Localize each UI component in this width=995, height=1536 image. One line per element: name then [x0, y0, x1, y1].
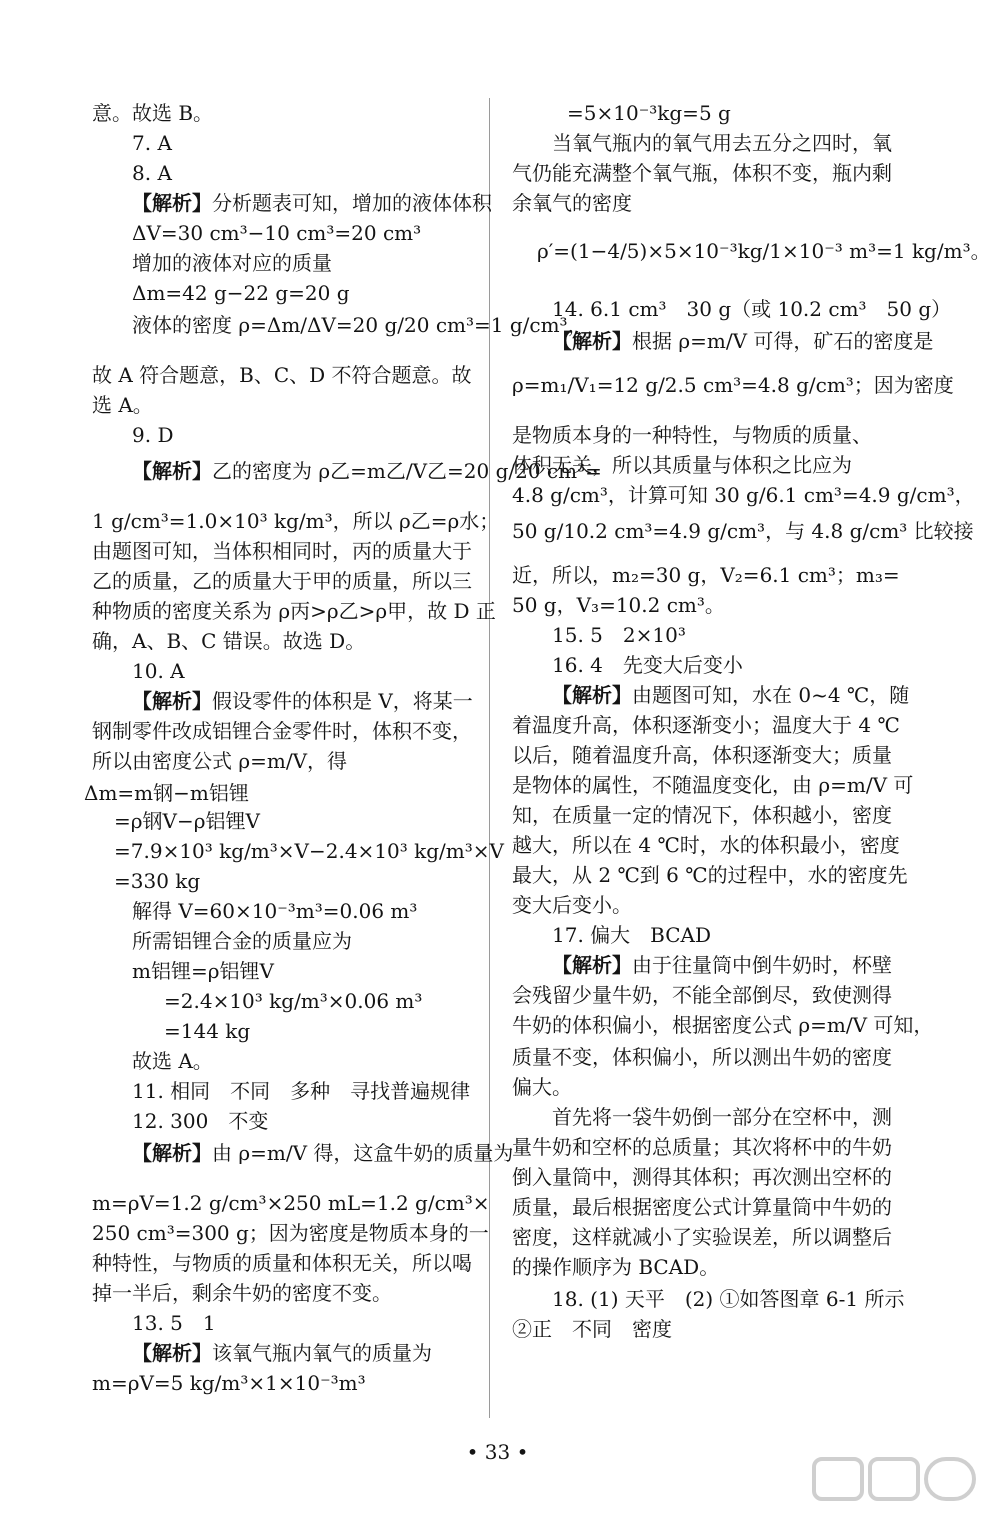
right-text-line: 的操作顺序为 BCAD。 [512, 1255, 720, 1279]
left-text-line: 11. 相同 不同 多种 寻找普遍规律 [132, 1079, 471, 1103]
right-text-line: 质量，最后根据密度公式计算量筒中牛奶的 [512, 1195, 892, 1219]
left-text-line: =7.9×10³ kg/m³×V−2.4×10³ kg/m³×V [114, 839, 504, 863]
right-text-line: 着温度升高，体积逐渐变小；温度大于 4 ℃ [512, 713, 900, 737]
left-text-line: 10. A [132, 659, 185, 683]
right-text-line: 是物体的属性，不随温度变化，由 ρ=m/V 可 [512, 773, 914, 797]
right-text-line: 牛奶的体积偏小，根据密度公式 ρ=m/V 可知， [512, 1013, 934, 1037]
right-text-line: 50 g/10.2 cm³=4.9 g/cm³，与 4.8 g/cm³ 比较接 [512, 519, 974, 543]
right-text-line: 50 g，V₃=10.2 cm³。 [512, 593, 725, 617]
left-text-line: 1 g/cm³=1.0×10³ kg/m³，所以 ρ乙=ρ水； [92, 509, 500, 533]
left-text-line: 250 cm³=300 g；因为密度是物质本身的一 [92, 1221, 489, 1245]
right-text-line: 14. 6.1 cm³ 30 g（或 10.2 cm³ 50 g） [552, 297, 952, 321]
left-text-line: 故 A 符合题意，B、C、D 不符合题意。故 [92, 363, 472, 387]
left-text-line: 意。故选 B。 [92, 101, 214, 125]
left-text-line: m=ρV=1.2 g/cm³×250 mL=1.2 g/cm³× [92, 1191, 490, 1215]
page-number: • 33 • [466, 1440, 529, 1464]
right-text-line: 以后，随着温度升高，体积逐渐变大；质量 [512, 743, 892, 767]
left-text-line: 钢制零件改成铝锂合金零件时，体积不变， [92, 719, 472, 743]
left-text-line: ΔV=30 cm³−10 cm³=20 cm³ [132, 221, 422, 245]
right-text-line: ②正 不同 密度 [512, 1317, 672, 1341]
left-text-line: 【解析】分析题表可知，增加的液体体积 [132, 191, 492, 215]
left-text-line: 选 A。 [92, 393, 153, 417]
left-text-line: 【解析】假设零件的体积是 V，将某一 [132, 689, 473, 713]
left-text-line: =144 kg [164, 1019, 251, 1043]
left-text-line: 13. 5 1 [132, 1311, 216, 1335]
left-text-line: 乙的质量，乙的质量大于甲的质量，所以三 [92, 569, 472, 593]
left-text-line: Δm=m钢−m铝锂 [84, 781, 249, 805]
column-divider [489, 98, 490, 1418]
left-text-line: 7. A [132, 131, 172, 155]
left-text-line: 液体的密度 ρ=Δm/ΔV=20 g/20 cm³=1 g/cm³， [132, 313, 588, 337]
watermark-logo [810, 1455, 980, 1527]
right-text-line: 变大后变小。 [512, 893, 632, 917]
right-text-line: 倒入量筒中，测得其体积；再次测出空杯的 [512, 1165, 892, 1189]
right-text-line: 偏大。 [512, 1075, 572, 1099]
left-text-line: 掉一半后，剩余牛奶的密度不变。 [92, 1281, 392, 1305]
right-text-line: 量牛奶和空杯的总质量；其次将杯中的牛奶 [512, 1135, 892, 1159]
right-text-line: 是物质本身的一种特性，与物质的质量、 [512, 423, 872, 447]
right-text-line: 气仍能充满整个氧气瓶，体积不变，瓶内剩 [512, 161, 892, 185]
left-text-line: 9. D [132, 423, 174, 447]
right-text-line: 15. 5 2×10³ [552, 623, 686, 647]
right-text-line: 16. 4 先变大后变小 [552, 653, 743, 677]
right-text-line: 密度，这样就减小了实验误差，所以调整后 [512, 1225, 892, 1249]
left-text-line: 种特性，与物质的质量和体积无关，所以喝 [92, 1251, 472, 1275]
left-text-line: =330 kg [114, 869, 201, 893]
left-text-line: 【解析】乙的密度为 ρ乙=m乙/V乙=20 g/20 cm³= [132, 459, 602, 483]
right-text-line: 最大，从 2 ℃到 6 ℃的过程中，水的密度先 [512, 863, 908, 887]
left-text-line: 所需铝锂合金的质量应为 [132, 929, 352, 953]
left-text-line: Δm=42 g−22 g=20 g [132, 281, 350, 305]
left-text-line: m=ρV=5 kg/m³×1×10⁻³m³ [92, 1371, 366, 1395]
left-text-line: 增加的液体对应的质量 [132, 251, 332, 275]
left-text-line: 解得 V=60×10⁻³m³=0.06 m³ [132, 899, 418, 923]
right-text-line: 18. (1) 天平 (2) ①如答图章 6-1 所示 [552, 1287, 905, 1311]
left-text-line: 故选 A。 [132, 1049, 213, 1073]
left-text-line: 由题图可知，当体积相同时，丙的质量大于 [92, 539, 472, 563]
right-text-line: 体积无关，所以其质量与体积之比应为 [512, 453, 852, 477]
right-text-line: 首先将一袋牛奶倒一部分在空杯中，测 [552, 1105, 892, 1129]
right-text-line: 近，所以，m₂=30 g，V₂=6.1 cm³；m₃= [512, 563, 900, 587]
left-text-line: 所以由密度公式 ρ=m/V，得 [92, 749, 348, 773]
left-text-line: 8. A [132, 161, 172, 185]
left-text-line: m铝锂=ρ铝锂V [132, 959, 274, 983]
right-text-line: 余氧气的密度 [512, 191, 632, 215]
left-text-line: 确，A、B、C 错误。故选 D。 [92, 629, 366, 653]
right-text-line: 【解析】由题图可知，水在 0~4 ℃，随 [552, 683, 910, 707]
right-text-line: 越大，所以在 4 ℃时，水的体积最小，密度 [512, 833, 900, 857]
left-text-line: =2.4×10³ kg/m³×0.06 m³ [164, 989, 423, 1013]
right-text-line: 质量不变，体积偏小，所以测出牛奶的密度 [512, 1045, 892, 1069]
left-text-line: 种物质的密度关系为 ρ丙>ρ乙>ρ甲，故 D 正 [92, 599, 496, 623]
right-text-line: 会残留少量牛奶，不能全部倒尽，致使测得 [512, 983, 892, 1007]
right-text-line: =5×10⁻³kg=5 g [567, 101, 731, 125]
left-text-line: 【解析】由 ρ=m/V 得，这盒牛奶的质量为 [132, 1141, 514, 1165]
right-text-line: 知，在质量一定的情况下，体积越小，密度 [512, 803, 892, 827]
right-text-line: 17. 偏大 BCAD [552, 923, 712, 947]
left-text-line: 【解析】该氧气瓶内氧气的质量为 [132, 1341, 432, 1365]
right-text-line: 当氧气瓶内的氧气用去五分之四时，氧 [552, 131, 892, 155]
right-text-line: ρ=m₁/V₁=12 g/2.5 cm³=4.8 g/cm³；因为密度 [512, 373, 954, 397]
left-text-line: 12. 300 不变 [132, 1109, 269, 1133]
left-text-line: =ρ钢V−ρ铝锂V [114, 809, 260, 833]
right-text-line: 【解析】根据 ρ=m/V 可得，矿石的密度是 [552, 329, 934, 353]
right-text-line: 4.8 g/cm³，计算可知 30 g/6.1 cm³=4.9 g/cm³， [512, 483, 975, 507]
right-text-line: 【解析】由于往量筒中倒牛奶时，杯壁 [552, 953, 892, 977]
right-text-line: ρ′=(1−4/5)×5×10⁻³kg/1×10⁻³ m³=1 kg/m³。 [537, 239, 991, 263]
